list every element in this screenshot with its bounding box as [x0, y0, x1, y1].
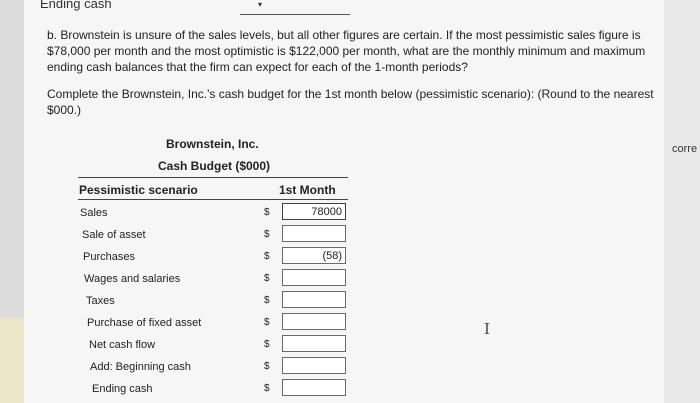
net-cash-flow-input[interactable]: [282, 335, 346, 352]
sale-of-asset-input[interactable]: [282, 225, 346, 242]
fixed-asset-input[interactable]: [282, 313, 346, 330]
beginning-cash-input[interactable]: [282, 357, 346, 374]
currency-symbol: $: [264, 383, 270, 394]
currency-symbol: $: [264, 361, 270, 372]
budget-row-ending-cash: [0, 379, 700, 400]
budget-row-taxes: [0, 291, 700, 312]
budget-row-fixed-asset: [0, 313, 700, 334]
budget-row-wages: [0, 269, 700, 290]
purchases-input[interactable]: (58): [282, 247, 346, 264]
toolbar-arrow-icon[interactable]: ▾: [258, 0, 263, 9]
row-label: Taxes: [86, 295, 115, 307]
row-label: Sales: [80, 207, 108, 219]
row-label: Wages and salaries: [84, 273, 181, 285]
side-text-fragment: corre: [672, 143, 698, 155]
page-title: Ending cash: [40, 0, 112, 11]
currency-symbol: $: [264, 339, 270, 350]
currency-symbol: $: [264, 229, 270, 240]
budget-row-purchases: [0, 247, 700, 268]
text-cursor-icon: I: [484, 320, 490, 338]
table-rule-top: [78, 177, 348, 178]
wages-input[interactable]: [282, 269, 346, 286]
currency-symbol: $: [264, 207, 270, 218]
taxes-input[interactable]: [282, 291, 346, 308]
question-b-text: b. Brownstein is unsure of the sales levels, but all other figures are certain. If the most pessimistic sales figure is $78,000 per month and the most optimistic is $122,000 per month, what are the monthly minimum and maximum ending cash balances that the firm can expect for each of the 1-month periods?: [47, 28, 646, 74]
currency-symbol: $: [264, 317, 270, 328]
row-label: Net cash flow: [89, 339, 156, 351]
budget-row-beginning-cash: [0, 357, 700, 378]
instruction-text: Complete the Brownstein, Inc.'s cash budget for the 1st month below (pessimistic scenario): (Round to the nearest $000.): [47, 87, 654, 117]
budget-row-sales: [0, 203, 700, 224]
table-rule-header: [78, 199, 348, 200]
currency-symbol: $: [264, 295, 270, 306]
sales-input[interactable]: 78000: [282, 203, 346, 220]
budget-row-net-cash-flow: [0, 335, 700, 356]
top-toolbar-widget[interactable]: [240, 0, 350, 15]
currency-symbol: $: [264, 251, 270, 262]
row-label: Ending cash: [92, 383, 153, 395]
budget-row-sale-of-asset: [0, 225, 700, 246]
column-header-month: 1st Month: [279, 183, 336, 197]
row-label: Sale of asset: [82, 229, 146, 241]
budget-subtitle: Cash Budget ($000): [158, 159, 271, 173]
row-label: Purchases: [83, 251, 135, 263]
company-name: Brownstein, Inc.: [166, 137, 259, 151]
row-label: Add: Beginning cash: [90, 361, 191, 373]
row-label: Purchase of fixed asset: [87, 317, 202, 329]
ending-cash-input[interactable]: [282, 379, 346, 396]
currency-symbol: $: [264, 273, 270, 284]
column-header-scenario: Pessimistic scenario: [79, 183, 198, 197]
